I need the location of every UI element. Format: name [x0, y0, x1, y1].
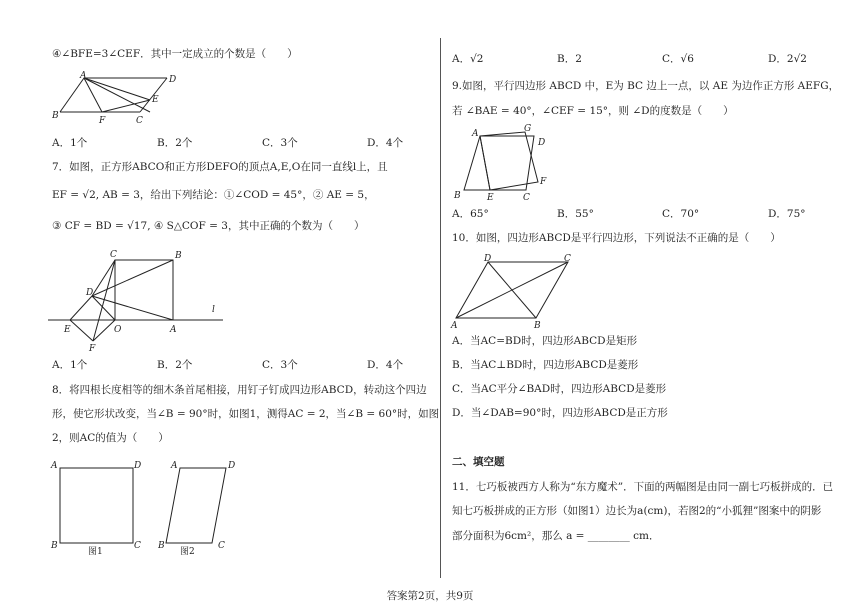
q7-option-b: B．2个: [157, 359, 193, 371]
q6-option-a: A．1个: [52, 137, 88, 149]
q8-option-a: A．√2: [452, 53, 484, 65]
q9-label-f: F: [540, 177, 547, 187]
q7-line-3: ③ CF = BD = √17, ④ S△COF = 3，其中正确的个数为（ ）: [52, 220, 365, 232]
q8-fig2-label-d: D: [228, 461, 236, 471]
q7-label-d: D: [86, 288, 94, 298]
q7-option-a: A．1个: [52, 359, 88, 371]
q7-option-c: C．3个: [262, 359, 298, 371]
q9-option-d: D．75°: [768, 208, 806, 220]
q8-figure-1: [48, 458, 144, 559]
q8-fig1-label-a: A: [51, 461, 58, 471]
q7-line-1: 7．如图，正方形ABCO和正方形DEFO的顶点A,E,O在同一直线l上，且: [52, 161, 388, 173]
q9-figure: [450, 124, 560, 207]
q8-fig2-label-c: C: [218, 541, 225, 551]
q8-fig2-caption: 图2: [180, 547, 195, 556]
q9-line-1: 9.如图，平行四边形 ABCD 中，E为 BC 边上一点，以 AE 为边作正方形 AEFG，: [452, 80, 840, 92]
left-column: [0, 0, 440, 580]
q9-label-c: C: [523, 193, 530, 203]
q8-option-b: B．2: [557, 53, 582, 65]
q6-option-b: B．2个: [157, 137, 193, 149]
q11-line-2: 知七巧板拼成的正方形（如图1）边长为a(cm)，若图2的“小狐狸”图案中的阴影: [452, 505, 822, 517]
q8-line-1: 8．将四根长度相等的细木条首尾相接，用钉子钉成四边形ABCD，转动这个四边: [52, 384, 427, 396]
q8-fig2-label-a: A: [171, 461, 178, 471]
q9-line-2: 若 ∠BAE = 40°，∠CEF = 15°，则 ∠D的度数是（ ）: [452, 105, 734, 117]
q6-label-e: E: [152, 95, 159, 105]
q10-option-d: D．当∠DAB=90°时，四边形ABCD是正方形: [452, 407, 668, 419]
q9-option-b: B．55°: [557, 208, 594, 220]
q6-label-f: F: [99, 116, 106, 126]
q7-line-2: EF = √2, AB = 3，给出下列结论：①∠COD = 45°，② AE = 5，: [52, 189, 375, 201]
q9-label-b: B: [454, 191, 461, 201]
q6-label-b: B: [52, 111, 59, 121]
q8-fig1-label-d: D: [134, 461, 142, 471]
q6-option-d: D．4个: [367, 137, 404, 149]
q8-fig2-label-b: B: [158, 541, 165, 551]
q7-label-e: E: [64, 325, 71, 335]
q6-label-a: A: [80, 71, 87, 81]
column-divider: [440, 38, 441, 578]
q6-option-c: C．3个: [262, 137, 298, 149]
q7-label-a: A: [170, 325, 177, 335]
q10-line-1: 10．如图，四边形ABCD是平行四边形，下列说法不正确的是（ ）: [452, 232, 781, 244]
q9-option-c: C．70°: [662, 208, 700, 220]
q9-label-g: G: [524, 124, 532, 134]
right-column: [442, 0, 860, 580]
q6-figure: [52, 70, 187, 131]
q7-label-o: O: [114, 325, 122, 335]
q8-option-d: D．2√2: [768, 53, 807, 65]
q10-option-b: B．当AC⊥BD时，四边形ABCD是菱形: [452, 359, 639, 371]
q7-figure: [48, 244, 228, 357]
q8-fig1-caption: 图1: [88, 547, 103, 556]
q10-option-c: C．当AC平分∠BAD时，四边形ABCD是菱形: [452, 383, 667, 395]
q8-option-c: C．√6: [662, 53, 694, 65]
q6-tail-text: ④∠BFE=3∠CEF．其中一定成立的个数是（ ）: [52, 48, 298, 60]
q6-label-d: D: [169, 75, 177, 85]
q8-fig1-label-b: B: [51, 541, 58, 551]
section-title: 二、填空题: [452, 456, 505, 468]
q10-label-c: C: [564, 254, 571, 264]
q10-label-b: B: [534, 321, 541, 330]
q9-option-a: A．65°: [452, 208, 489, 220]
q9-label-a: A: [472, 129, 479, 139]
q10-figure: [448, 252, 583, 333]
q10-option-a: A．当AC=BD时，四边形ABCD是矩形: [452, 335, 638, 347]
q11-line-3: 部分面积为6cm²，那么 a = ________ cm．: [452, 530, 660, 542]
q9-label-e: E: [487, 193, 494, 203]
q7-label-l: l: [212, 305, 215, 315]
q8-line-3: 2，则AC的值为（ ）: [52, 432, 169, 444]
q11-line-1: 11．七巧板被西方人称为“东方魔术”．下面的两幅图是由同一副七巧板拼成的．已: [452, 481, 834, 493]
q7-label-b: B: [175, 251, 182, 261]
q9-label-d: D: [538, 138, 546, 148]
q8-fig1-label-c: C: [134, 541, 141, 551]
q7-label-c: C: [110, 250, 117, 260]
q8-line-2: 形，使它形状改变，当∠B = 90°时，如图1，测得AC = 2，当∠B = 60°时，如图: [52, 408, 440, 420]
q10-label-a: A: [451, 321, 458, 330]
q7-label-f: F: [89, 344, 96, 354]
page-footer: 答案第2页，共9页: [386, 590, 474, 602]
q8-figure-2: [158, 458, 240, 559]
q7-option-d: D．4个: [367, 359, 404, 371]
q6-label-c: C: [136, 116, 143, 126]
q10-label-d: D: [484, 254, 492, 264]
